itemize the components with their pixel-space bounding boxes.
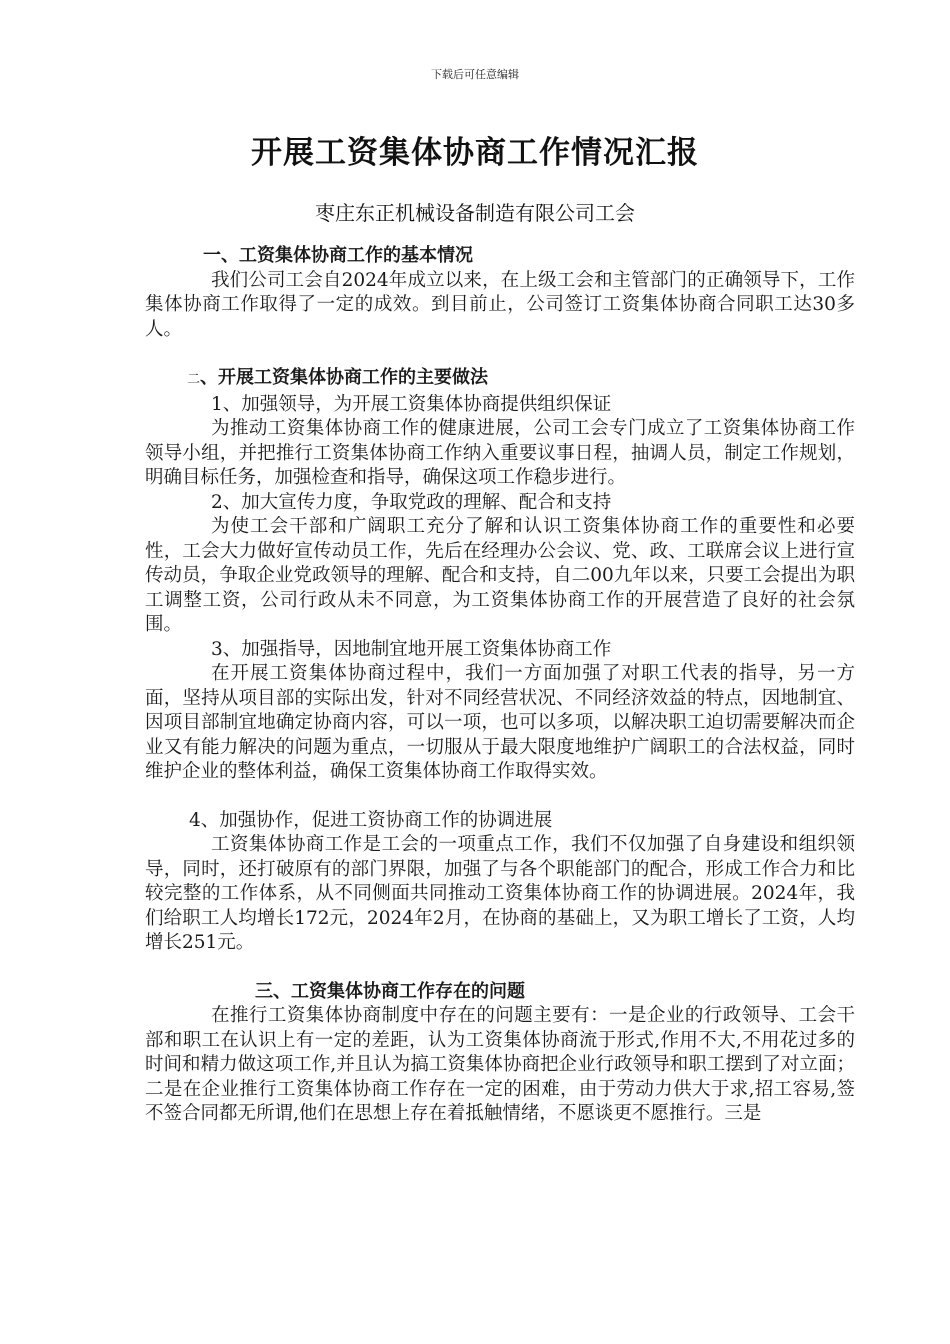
item-4-title: 4、加强协作，促进工资协商工作的协调进展: [189, 809, 553, 831]
spacer: [145, 956, 855, 980]
section-2-heading-number: 二: [187, 372, 201, 387]
section-1-paragraph: 我们公司工会自2024年成立以来，在上级工会和主管部门的正确领导下，工作集体协商工作取得了一定的成效。到目前止，公司签订工资集体协商合同职工达30多人。: [145, 269, 855, 340]
item-4-paragraph: 工资集体协商工作是工会的一项重点工作，我们不仅加强了自身建设和组织领导，同时，还打破原有的部门界限，加强了与各个职能部门的配合，形成工作合力和比较完整的工作体系，从不同侧面共同推动工资集体协商工作的协调进展。2024年，我们给职工人均增长172元，2024年2月，在协商的基础上，又为职工增长了工资，人均增长251元。: [145, 834, 855, 953]
document-title: 开展工资集体协商工作情况汇报: [251, 135, 699, 171]
spacer: [145, 785, 855, 809]
item-3-title: 3、加强指导，因地制宜地开展工资集体协商工作: [211, 638, 612, 660]
spacer: [145, 342, 855, 366]
item-2-title: 2、加大宣传力度，争取党政的理解、配合和支持: [211, 491, 612, 513]
section-2-heading: [145, 366, 855, 393]
section-3-heading: 三、工资集体协商工作存在的问题: [255, 980, 525, 1002]
document-subtitle: 枣庄东正机械设备制造有限公司工会: [315, 201, 635, 225]
section-2-heading-text: 、开展工资集体协商工作的主要做法: [200, 367, 489, 388]
section-3-paragraph: 在推行工资集体协商制度中存在的问题主要有：一是企业的行政领导、工会干部和职工在认识上有一定的差距，认为工资集体协商流于形式,作用不大,不用花过多的时间和精力做这项工作,并且认为搞工资集体协商把企业行政领导和职工摆到了对立面；二是在企业推行工资集体协商工作存在一定的困难，由于劳动力供大于求,招工容易,签不签合同都无所谓,他们在思想上存在着抵触情绪，不愿谈更不愿推行。三是: [145, 1005, 855, 1124]
document-body: [145, 244, 855, 1127]
item-1-title: 1、加强领导，为开展工资集体协商提供组织保证: [211, 393, 612, 415]
item-1-paragraph: 为推动工资集体协商工作的健康进展，公司工会专门成立了工资集体协商工作领导小组，并把推行工资集体协商工作纳入重要议事日程，抽调人员，制定工作规划，明确目标任务，加强检查和指导，确保这项工作稳步进行。: [145, 418, 855, 488]
header-note: 下载后可任意编辑: [431, 68, 519, 81]
item-2-paragraph: 为使工会干部和广阔职工充分了解和认识工资集体协商工作的重要性和必要性，工会大力做好宣传动员工作，先后在经理办公会议、党、政、工联席会议上进行宣传动员，争取企业党政领导的理解、配合和支持，自二00九年以来，只要工会提出为职工调整工资，公司行政从未不同意，为工资集体协商工作的开展营造了良好的社会氛围。: [145, 516, 855, 635]
item-3-paragraph: 在开展工资集体协商过程中，我们一方面加强了对职工代表的指导，另一方面，坚持从项目部的实际出发，针对不同经营状况、不同经济效益的特点，因地制宜、因项目部制宜地确定协商内容，可以一项，也可以多项，以解决职工迫切需要解决而企业又有能力解决的问题为重点，一切服从于最大限度地维护广阔职工的合法权益，同时维护企业的整体利益，确保工资集体协商工作取得实效。: [145, 663, 855, 782]
section-1-heading: 一、工资集体协商工作的基本情况: [203, 245, 473, 266]
